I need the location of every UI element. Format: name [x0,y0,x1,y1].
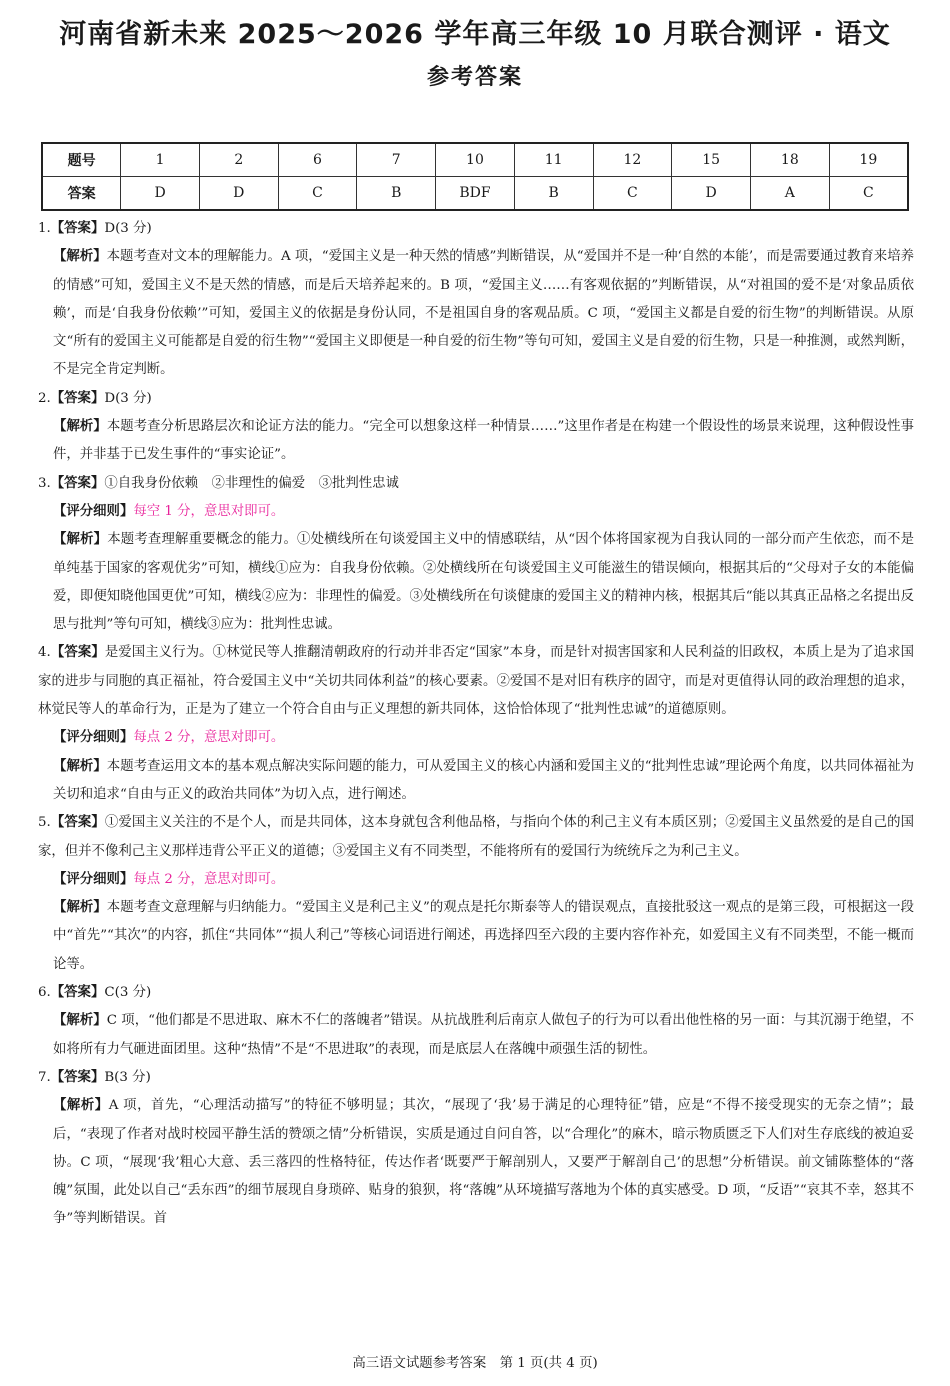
question-number: 15 [672,143,751,177]
answer-cell: BDF [436,177,515,211]
q4-scoring-line [38,724,914,752]
answer-cell: B [357,177,436,211]
q3-scoring: 每空 1 分，意思对即可。 [133,503,285,519]
question-number: 10 [436,143,515,177]
q7-analysis-paragraph [38,1092,914,1233]
q4-answer-paragraph [38,639,914,724]
question-number: 7 [357,143,436,177]
row-label-question: 题号 [42,143,121,177]
item-number: 4. [38,645,51,661]
answer-label: 【答案】 [50,475,105,491]
q5-scoring-line [38,866,914,894]
answer-label: 【答案】 [50,390,105,406]
answer-label: 【答案】 [50,985,105,1001]
answer-cell: B [514,177,593,211]
answer-cell: C [278,177,357,211]
table-row-questions [42,143,908,177]
q7-analysis: A 项，首先，“心理活动描写”的特征不够明显；其次，“展现了‘我’易于满足的心理特征”错，应是“不得不接受现实的无奈之情”；最后，“表现了作者对战时校园平静生活的赞颂之情”分析错误，实质是通过自问自答，以“合理化”的麻木，暗示物质匮乏下人们对生存底线的被迫妥协。C 项，“展现‘我’粗心大意、丢三落四的性格特征，传达作者‘既要严于解剖别人，又要严于解剖自己’的思想”分析错误。前文铺陈整体的“落魄”氛围，此处以自己“丢东西”的细节展现自身琐碎、贴身的狼狈，将“落魄”从环境描写落地为个体的真实感受。D 项，“反语”“哀其不幸，怒其不争”等判断错误。首 [53,1098,914,1227]
q4-scoring: 每点 2 分，意思对即可。 [133,730,285,746]
q2-analysis: 本题考查分析思路层次和论证方法的能力。“完全可以想象这样一种情景……”这里作者是在构建一个假设性的场景来说理，这种假设性事件，并非基于已发生事件的“事实论证”。 [53,419,915,463]
scoring-label: 【评分细则】 [53,871,134,887]
item-number: 1. [38,221,51,236]
q6-answer: C(3 分) [104,985,152,1001]
answer-cell: D [672,177,751,211]
answer-label: 【答案】 [50,221,105,236]
q2-answer-line [38,385,914,413]
analysis-label: 【解析】 [53,532,108,548]
q3-scoring-line [38,498,914,526]
scoring-label: 【评分细则】 [53,730,134,746]
item-number: 6. [38,985,51,1001]
q3-answer-line [38,470,914,498]
q1-answer-line [38,215,914,243]
q6-analysis: C 项，“他们都是不思进取、麻木不仁的落魄者”错误。从抗战胜利后南京人做包子的行为可以看出他性格的另一面：与其沉溺于绝望，不如将所有力气砸进面团里。这种“热情”不是“不思进取”的表现，而是底层人在落魄中顽强生活的韧性。 [53,1013,914,1057]
q7-answer: B(3 分) [104,1069,151,1085]
q4-answer: 是爱国主义行为。①林觉民等人推翻清朝政府的行动并非否定“国家”本身，而是针对损害国家和人民利益的旧政权，本质上是为了追求国家的进步与同胞的真正福祉，符合爱国主义中“关切共同体利益”的核心要素。②爱国不是对旧有秩序的固守，而是对更值得认同的政治理想的追求，林觉民等人的革命行为，正是为了建立一个符合自由与正义理想的新共同体，这恰恰体现了“批判性忠诚”的道德原则。 [38,645,915,718]
table-row-answers [42,177,908,211]
q4-analysis: 本题考查运用文本的基本观点解决实际问题的能力，可从爱国主义的核心内涵和爱国主义的“批判性忠诚”理论两个角度，以共同体福祉为关切和追求“自由与正义的政治共同体”为切入点，进行阐述。 [53,758,915,802]
page-subtitle: 参考答案 [426,65,523,90]
answer-label: 【答案】 [50,1069,105,1085]
page-footer: 高三语文试题参考答案 第 1 页(共 4 页) [352,1356,598,1371]
q5-analysis-paragraph [38,894,914,979]
q2-analysis-paragraph [38,413,914,470]
item-number: 3. [38,475,51,491]
analysis-label: 【解析】 [53,1013,107,1029]
analysis-label: 【解析】 [53,758,107,774]
analysis-label: 【解析】 [53,1098,109,1114]
question-number: 1 [121,143,200,177]
item-number: 2. [38,390,51,406]
answer-cell: D [199,177,278,211]
analysis-label: 【解析】 [53,419,107,435]
q1-analysis-paragraph [38,243,914,384]
q1-analysis: 本题考查对文本的理解能力。A 项，“爱国主义是一种天然的情感”判断错误，从“爱国并不是一种‘自然的本能’，而是需要通过教育来培养的情感”可知，爱国主义不是天然的情感，而是后天培养起来的。B 项，“爱国主义……有客观依据的”判断错误，从“对祖国的爱不是‘对象品质依赖’，而是‘自我身份依赖’”可知，爱国主义的依据是身份认同，不是祖国自身的客观品质。C 项，“爱国主义都是自爱的衍生物”的判断错误。从原文“所有的爱国主义可能都是自爱的衍生物”“爱国主义即便是一种自爱的衍生物”等句可知，爱国主义是自爱的衍生物，只是一种推测，或然判断，不是完全肯定判断。 [53,249,914,378]
q2-answer: D(3 分) [104,390,152,406]
q5-answer: ①爱国主义关注的不是个人，而是共同体，这本身就包含利他品格，与指向个体的利己主义有本质区别；②爱国主义虽然爱的是自己的国家，但并不像利己主义那样违背公平正义的道德；③爱国主义有不同类型，不能将所有的爱国行为统统斥之为利己主义。 [38,815,915,859]
question-number: 19 [829,143,908,177]
q5-answer-paragraph [38,809,914,866]
q6-analysis-paragraph [38,1007,914,1064]
question-number: 18 [750,143,829,177]
question-number: 6 [278,143,357,177]
q7-answer-line [38,1064,914,1092]
answer-label: 【答案】 [50,815,105,831]
page-title: 河南省新未来 2025～2026 学年高三年级 10 月联合测评 · 语文 [59,19,891,50]
answer-cell: C [829,177,908,211]
item-number: 5. [38,815,51,831]
answer-content [38,215,914,1234]
analysis-label: 【解析】 [53,249,107,265]
answer-table [41,142,909,211]
q5-analysis: 本题考查文意理解与归纳能力。“爱国主义是利己主义”的观点是托尔斯泰等人的错误观点，直接批驳这一观点的是第三段，可根据这一段中“首先”“其次”的内容，抓住“共同体”“损人利己”等核心词语进行阐述，再选择四至六段的主要内容作补充，如爱国主义有不同类型，不能一概而论等。 [53,900,915,972]
q6-answer-line [38,979,914,1007]
row-label-answer: 答案 [42,177,121,211]
q3-analysis: 本题考查理解重要概念的能力。①处横线所在句谈爱国主义中的情感联结，从“因个体将国家视为自我认同的一部分而产生依恋，而不是单纯基于国家的客观优劣”可知，横线①应为：自我身份依赖。②处横线所在句谈爱国主义可能滋生的错误倾向，根据其后的“父母对子女的本能偏爱，即便知晓他国更优”可知，横线②应为：非理性的偏爱。③处横线所在句谈健康的爱国主义的精神内核，根据其后“能以其真正品格之名提出反思与批判”等句可知，横线③应为：批判性忠诚。 [53,532,914,633]
q1-answer: D(3 分) [104,221,152,236]
item-number: 7. [38,1069,51,1085]
answer-cell: A [750,177,829,211]
scoring-label: 【评分细则】 [53,503,134,519]
question-number: 11 [514,143,593,177]
analysis-label: 【解析】 [53,900,107,916]
answer-label: 【答案】 [50,645,105,661]
q5-scoring: 每点 2 分，意思对即可。 [133,871,285,887]
question-number: 12 [593,143,672,177]
q3-answer: ①自我身份依赖 ②非理性的偏爱 ③批判性忠诚 [104,475,399,491]
answer-cell: D [121,177,200,211]
q4-analysis-paragraph [38,753,914,810]
answer-cell: C [593,177,672,211]
question-number: 2 [199,143,278,177]
q3-analysis-paragraph [38,526,914,639]
